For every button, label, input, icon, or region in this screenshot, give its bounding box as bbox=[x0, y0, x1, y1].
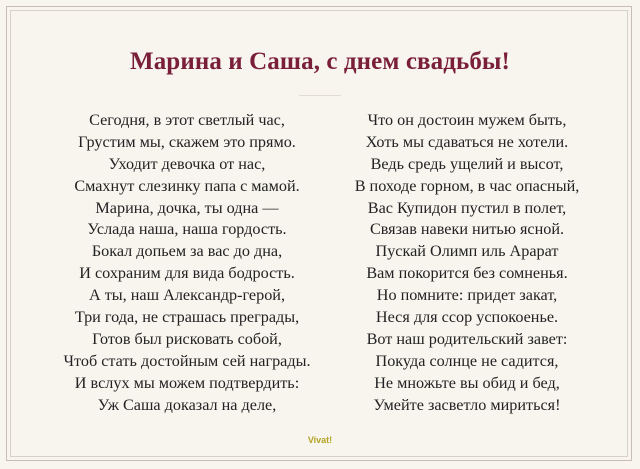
poem-line: А ты, наш Александр-герой, bbox=[88, 286, 285, 305]
poem-right-column bbox=[322, 110, 612, 416]
poem-line: Смахнут слезинку папа с мамой. bbox=[74, 176, 300, 195]
poem-line: Готов был рисковать собой, bbox=[92, 329, 282, 348]
poem-line: Неся для ссор успокоенье. bbox=[375, 308, 559, 327]
poem-left-column bbox=[46, 110, 328, 416]
poem-line: И сохраним для вида бодрость. bbox=[79, 264, 295, 283]
poem-line: Бокал допьем за вас до дна, bbox=[91, 242, 283, 261]
poem-line: Вот наш родительский завет: bbox=[366, 329, 568, 348]
poem-line: И вслух мы можем подтвердить: bbox=[74, 373, 300, 392]
card-title: Марина и Саша, с днем свадьбы! bbox=[130, 48, 510, 75]
poem-line: Хоть мы сдаваться не хотели. bbox=[365, 132, 569, 151]
title-divider bbox=[299, 95, 341, 96]
brand-logo: Vivat! bbox=[307, 435, 333, 445]
poem-line: Три года, не страшась преграды, bbox=[74, 308, 300, 327]
poem-line: Услада наша, наша гордость. bbox=[87, 220, 287, 239]
poem-line: Уж Саша доказал на деле, bbox=[97, 395, 277, 414]
poem-line: Не множьте вы обид и бед, bbox=[374, 373, 560, 392]
poem-line: Уходит девочка от нас, bbox=[108, 154, 266, 173]
poem-line: Марина, дочка, ты одна — bbox=[95, 198, 279, 217]
poem-line: Ведь средь ущелий и высот, bbox=[370, 154, 564, 173]
poem-line: Умейте засветло мириться! bbox=[373, 395, 561, 414]
poem-line: Но помните: придет закат, bbox=[376, 286, 558, 305]
poem-line: Пускай Олимп иль Арарат bbox=[375, 242, 559, 261]
poem-line: Связав навеки нитью ясной. bbox=[369, 220, 565, 239]
poem-line: Грустим мы, скажем это прямо. bbox=[78, 132, 296, 151]
poem-line: Чтоб стать достойным сей награды. bbox=[63, 351, 311, 370]
poem-line: Что он достоин мужем быть, bbox=[367, 111, 567, 129]
poem-line: Покуда солнце не садится, bbox=[375, 351, 559, 370]
poem-line: Вам покорится без сомненья. bbox=[366, 264, 568, 283]
poem-line: Сегодня, в этот светлый час, bbox=[89, 111, 285, 129]
poem-line: В походе горном, в час опасный, bbox=[354, 176, 580, 195]
poem-line: Вас Купидон пустил в полет, bbox=[367, 198, 567, 217]
